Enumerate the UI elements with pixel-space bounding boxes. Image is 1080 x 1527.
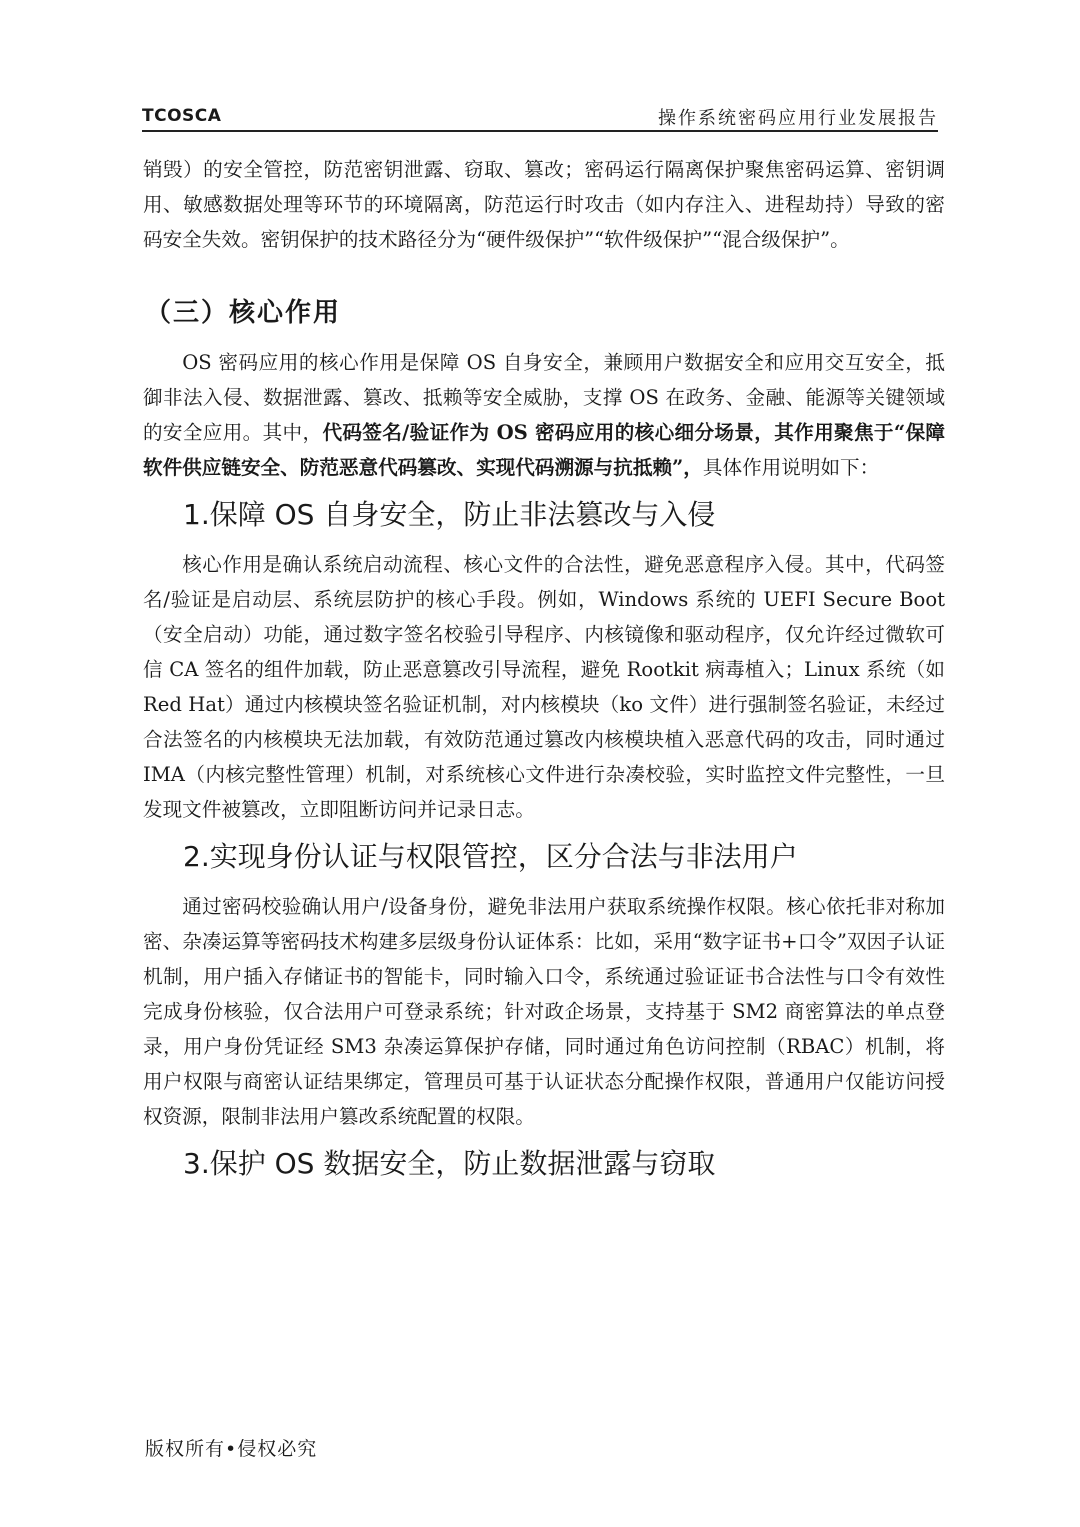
header-report-title: 操作系统密码应用行业发展报告	[658, 108, 938, 129]
page-content	[143, 152, 945, 1196]
subsection-paragraph-2: 通过密码校验确认用户/设备身份，避免非法用户获取系统操作权限。核心依托非对称加密、杂凑运算等密码技术构建多层级身份认证体系：比如，采用“数字证书+口令”双因子认证机制，用户插入存储证书的智能卡，同时输入口令，系统通过验证证书合法性与口令有效性完成身份核验，仅合法用户可登录系统；针对政企场景，支持基于 SM2 商密算法的单点登录，用户身份凭证经 SM3 杂凑运算保护存储，同时通过角色访问控制（RBAC）机制，将用户权限与商密认证结果绑定，管理员可基于认证状态分配操作权限，普通用户仅能访问授权资源，限制非法用户篡改系统配置的权限。	[143, 895, 945, 1128]
page-header	[142, 104, 938, 132]
subsection-heading-3: 3.保护 OS 数据安全，防止数据泄露与窃取	[183, 1147, 716, 1180]
subsection-paragraph-1: 核心作用是确认系统启动流程、核心文件的合法性，避免恶意程序入侵。其中，代码签名/验证是启动层、系统层防护的核心手段。例如，Windows 系统的 UEFI Secure Boot（安全启动）功能，通过数字签名校验引导程序、内核镜像和驱动程序，仅允许经过微软可信 CA 签名的组件加载，防止恶意篡改引导流程，避免 Rootkit 病毒植入；Linux 系统（如 Red Hat）通过内核模块签名验证机制，对内核模块（ko 文件）进行强制签名验证，未经过合法签名的内核模块无法加载，有效防范通过篡改内核模块植入恶意代码的攻击，同时通过 IMA（内核完整性管理）机制，对系统核心文件进行杂凑校验，实时监控文件完整性，一旦发现文件被篡改，立即阻断访问并记录日志。	[143, 553, 945, 821]
subsection-heading-2: 2.实现身份认证与权限管控，区分合法与非法用户	[183, 840, 798, 873]
header-org: TCOSCA	[142, 106, 222, 126]
section-paragraph-end: 具体作用说明如下：	[702, 456, 880, 479]
section-paragraph	[143, 345, 945, 485]
section-heading: （三）核心作用	[145, 298, 342, 328]
subsection-heading-1: 1.保障 OS 自身安全，防止非法篡改与入侵	[183, 498, 716, 531]
section-paragraph-bold: 代码签名/验证作为 OS 密码应用的核心细分场景，其作用聚焦于“保障软件供应链安全、防范恶意代码篡改、实现代码溯源与抗抵赖”，	[143, 421, 945, 479]
section-paragraph-start: OS 密码应用的核心作用是保障 OS 自身安全，兼顾用户数据安全和应用交互安全，抵御非法入侵、数据泄露、篡改、抵赖等安全威胁，支撑 OS 在政务、金融、能源等关键领域的安全应用。其中，	[143, 351, 945, 444]
intro-paragraph: 销毁）的安全管控，防范密钥泄露、窃取、篡改；密码运行隔离保护聚焦密码运算、密钥调用、敏感数据处理等环节的环境隔离，防范运行时攻击（如内存注入、进程劫持）导致的密码安全失效。密钥保护的技术路径分为“硬件级保护”“软件级保护”“混合级保护”。	[143, 158, 945, 251]
page-footer-copyright: 版权所有•侵权必究	[145, 1438, 318, 1460]
